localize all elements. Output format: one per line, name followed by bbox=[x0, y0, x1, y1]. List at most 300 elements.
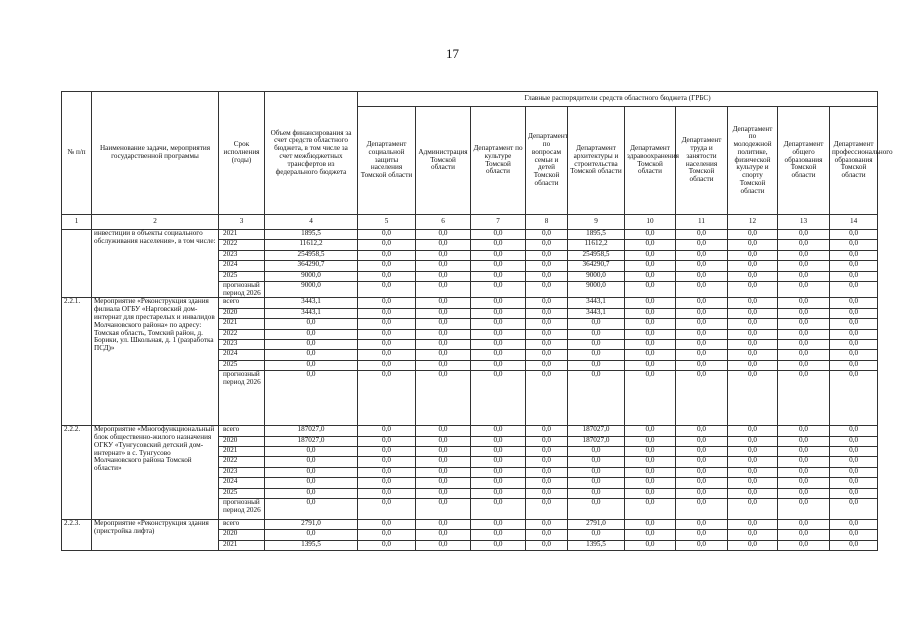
department-value-cell: 0,0 bbox=[676, 530, 728, 540]
header-department: Департамент труда и занятости населения Томской области bbox=[676, 107, 728, 215]
table-row bbox=[62, 298, 878, 308]
department-value-cell: 0,0 bbox=[830, 281, 878, 298]
department-value-cell: 0,0 bbox=[416, 271, 471, 281]
department-value-cell: 0,0 bbox=[676, 478, 728, 488]
department-value-cell: 0,0 bbox=[526, 530, 568, 540]
task-number bbox=[62, 230, 92, 298]
department-value-cell: 0,0 bbox=[358, 519, 416, 529]
department-value-cell: 0,0 bbox=[830, 540, 878, 550]
department-value-cell: 0,0 bbox=[830, 519, 878, 529]
term-cell: 2020 bbox=[219, 530, 265, 540]
department-value-cell: 0,0 bbox=[778, 519, 830, 529]
department-value-cell: 0,0 bbox=[526, 447, 568, 457]
department-value-cell: 0,0 bbox=[728, 230, 778, 240]
department-value-cell: 0,0 bbox=[778, 360, 830, 370]
volume-cell: 1895,5 bbox=[265, 230, 358, 240]
task-number: 2.2.1. bbox=[62, 298, 92, 426]
task-number: 2.2.2. bbox=[62, 426, 92, 520]
table-row bbox=[62, 426, 878, 436]
department-value-cell: 0,0 bbox=[728, 436, 778, 446]
department-value-cell: 0,0 bbox=[676, 447, 728, 457]
department-value-cell: 0,0 bbox=[728, 240, 778, 250]
header-term: Срок исполнения (годы) bbox=[219, 92, 265, 215]
department-value-cell: 0,0 bbox=[416, 319, 471, 329]
department-value-cell: 0,0 bbox=[416, 329, 471, 339]
department-value-cell: 0,0 bbox=[526, 261, 568, 271]
department-value-cell: 0,0 bbox=[471, 230, 526, 240]
department-value-cell: 0,0 bbox=[625, 540, 676, 550]
department-value-cell: 0,0 bbox=[830, 329, 878, 339]
department-value-cell: 0,0 bbox=[778, 281, 830, 298]
department-value-cell: 0,0 bbox=[416, 261, 471, 271]
department-value-cell: 0,0 bbox=[471, 467, 526, 477]
column-number: 4 bbox=[265, 215, 358, 230]
department-value-cell: 0,0 bbox=[416, 298, 471, 308]
department-value-cell: 0,0 bbox=[471, 457, 526, 467]
department-value-cell: 0,0 bbox=[830, 271, 878, 281]
department-value-cell: 0,0 bbox=[471, 447, 526, 457]
task-name: Мероприятие «Многофункциональный блок общественно-жилого назначения ОГКУ «Тунгусовский детский дом-интернат» в с. Тунгусово Молчановского района Томской области» bbox=[92, 426, 219, 520]
volume-cell: 9000,0 bbox=[265, 281, 358, 298]
department-value-cell: 0,0 bbox=[728, 281, 778, 298]
department-value-cell: 0,0 bbox=[778, 240, 830, 250]
department-value-cell: 0,0 bbox=[526, 426, 568, 436]
department-value-cell: 0,0 bbox=[358, 319, 416, 329]
department-value-cell: 0,0 bbox=[728, 447, 778, 457]
department-value-cell: 0,0 bbox=[526, 519, 568, 529]
department-value-cell: 0,0 bbox=[358, 340, 416, 350]
column-number: 12 bbox=[728, 215, 778, 230]
department-value-cell: 0,0 bbox=[526, 319, 568, 329]
department-value-cell: 0,0 bbox=[568, 498, 625, 519]
department-value-cell: 0,0 bbox=[830, 436, 878, 446]
department-value-cell: 0,0 bbox=[526, 271, 568, 281]
volume-cell: 0,0 bbox=[265, 478, 358, 488]
volume-cell: 0,0 bbox=[265, 447, 358, 457]
department-value-cell: 0,0 bbox=[676, 371, 728, 426]
department-value-cell: 0,0 bbox=[625, 498, 676, 519]
department-value-cell: 0,0 bbox=[471, 250, 526, 260]
header-department: Департамент общего образования Томской области bbox=[778, 107, 830, 215]
department-value-cell: 11612,2 bbox=[568, 240, 625, 250]
department-value-cell: 0,0 bbox=[471, 371, 526, 426]
department-value-cell: 0,0 bbox=[526, 478, 568, 488]
department-value-cell: 0,0 bbox=[625, 426, 676, 436]
department-value-cell: 0,0 bbox=[471, 498, 526, 519]
department-value-cell: 0,0 bbox=[830, 350, 878, 360]
department-value-cell: 0,0 bbox=[830, 498, 878, 519]
department-value-cell: 0,0 bbox=[568, 371, 625, 426]
department-value-cell: 0,0 bbox=[625, 271, 676, 281]
department-value-cell: 0,0 bbox=[830, 308, 878, 318]
department-value-cell: 1395,5 bbox=[568, 540, 625, 550]
department-value-cell: 0,0 bbox=[471, 271, 526, 281]
department-value-cell: 0,0 bbox=[526, 281, 568, 298]
department-value-cell: 0,0 bbox=[778, 498, 830, 519]
department-value-cell: 0,0 bbox=[358, 447, 416, 457]
volume-cell: 0,0 bbox=[265, 457, 358, 467]
department-value-cell: 0,0 bbox=[728, 488, 778, 498]
department-value-cell: 0,0 bbox=[526, 457, 568, 467]
volume-cell: 0,0 bbox=[265, 371, 358, 426]
department-value-cell: 0,0 bbox=[625, 230, 676, 240]
department-value-cell: 0,0 bbox=[676, 319, 728, 329]
department-value-cell: 0,0 bbox=[358, 467, 416, 477]
department-value-cell: 0,0 bbox=[526, 350, 568, 360]
department-value-cell: 0,0 bbox=[471, 319, 526, 329]
task-number: 2.2.3. bbox=[62, 519, 92, 550]
department-value-cell: 0,0 bbox=[676, 329, 728, 339]
term-cell: 2024 bbox=[219, 350, 265, 360]
header-department: Администрация Томской области bbox=[416, 107, 471, 215]
department-value-cell: 0,0 bbox=[526, 467, 568, 477]
volume-cell: 0,0 bbox=[265, 350, 358, 360]
department-value-cell: 0,0 bbox=[625, 530, 676, 540]
department-value-cell: 0,0 bbox=[358, 426, 416, 436]
column-number: 5 bbox=[358, 215, 416, 230]
department-value-cell: 0,0 bbox=[676, 298, 728, 308]
department-value-cell: 0,0 bbox=[358, 240, 416, 250]
department-value-cell: 364290,7 bbox=[568, 261, 625, 271]
department-value-cell: 0,0 bbox=[358, 350, 416, 360]
department-value-cell: 0,0 bbox=[416, 281, 471, 298]
department-value-cell: 0,0 bbox=[526, 540, 568, 550]
term-cell: 2025 bbox=[219, 271, 265, 281]
department-value-cell: 0,0 bbox=[416, 530, 471, 540]
department-value-cell: 0,0 bbox=[778, 447, 830, 457]
department-value-cell: 1895,5 bbox=[568, 230, 625, 240]
department-value-cell: 0,0 bbox=[676, 436, 728, 446]
department-value-cell: 0,0 bbox=[778, 478, 830, 488]
department-value-cell: 0,0 bbox=[526, 230, 568, 240]
department-value-cell: 0,0 bbox=[416, 426, 471, 436]
department-value-cell: 0,0 bbox=[778, 488, 830, 498]
department-value-cell: 0,0 bbox=[728, 467, 778, 477]
column-number: 3 bbox=[219, 215, 265, 230]
department-value-cell: 0,0 bbox=[471, 340, 526, 350]
department-value-cell: 9000,0 bbox=[568, 281, 625, 298]
department-value-cell: 0,0 bbox=[830, 457, 878, 467]
department-value-cell: 0,0 bbox=[676, 281, 728, 298]
task-name: Мероприятие «Реконструкция здания (пристройка лифта) bbox=[92, 519, 219, 550]
department-value-cell: 0,0 bbox=[676, 488, 728, 498]
department-value-cell: 0,0 bbox=[526, 498, 568, 519]
term-cell: 2024 bbox=[219, 478, 265, 488]
column-number: 10 bbox=[625, 215, 676, 230]
term-cell: всего bbox=[219, 298, 265, 308]
department-value-cell: 0,0 bbox=[676, 540, 728, 550]
budget-table bbox=[61, 91, 893, 551]
department-value-cell: 0,0 bbox=[568, 360, 625, 370]
department-value-cell: 0,0 bbox=[358, 436, 416, 446]
department-value-cell: 0,0 bbox=[471, 350, 526, 360]
column-number: 9 bbox=[568, 215, 625, 230]
department-value-cell: 0,0 bbox=[416, 371, 471, 426]
department-value-cell: 0,0 bbox=[778, 457, 830, 467]
department-value-cell: 3443,1 bbox=[568, 308, 625, 318]
column-number: 2 bbox=[92, 215, 219, 230]
department-value-cell: 0,0 bbox=[358, 298, 416, 308]
department-value-cell: 0,0 bbox=[625, 478, 676, 488]
department-value-cell: 0,0 bbox=[830, 467, 878, 477]
department-value-cell: 0,0 bbox=[728, 250, 778, 260]
department-value-cell: 9000,0 bbox=[568, 271, 625, 281]
term-cell: 2025 bbox=[219, 360, 265, 370]
department-value-cell: 0,0 bbox=[728, 360, 778, 370]
department-value-cell: 0,0 bbox=[728, 329, 778, 339]
volume-cell: 0,0 bbox=[265, 467, 358, 477]
department-value-cell: 0,0 bbox=[526, 436, 568, 446]
department-value-cell: 0,0 bbox=[625, 240, 676, 250]
volume-cell: 9000,0 bbox=[265, 271, 358, 281]
department-value-cell: 0,0 bbox=[358, 498, 416, 519]
header-department: Департамент по молодежной политике, физической культуре и спорту Томской области bbox=[728, 107, 778, 215]
term-cell: прогнозный период 2026 bbox=[219, 281, 265, 298]
department-value-cell: 254958,5 bbox=[568, 250, 625, 260]
department-value-cell: 0,0 bbox=[416, 498, 471, 519]
department-value-cell: 0,0 bbox=[625, 329, 676, 339]
department-value-cell: 0,0 bbox=[676, 467, 728, 477]
department-value-cell: 0,0 bbox=[625, 308, 676, 318]
department-value-cell: 0,0 bbox=[568, 319, 625, 329]
department-value-cell: 0,0 bbox=[625, 350, 676, 360]
department-value-cell: 0,0 bbox=[830, 371, 878, 426]
department-value-cell: 0,0 bbox=[358, 329, 416, 339]
department-value-cell: 0,0 bbox=[676, 261, 728, 271]
department-value-cell: 0,0 bbox=[526, 340, 568, 350]
volume-cell: 1395,5 bbox=[265, 540, 358, 550]
department-value-cell: 0,0 bbox=[416, 457, 471, 467]
department-value-cell: 0,0 bbox=[728, 319, 778, 329]
department-value-cell: 0,0 bbox=[830, 298, 878, 308]
department-value-cell: 0,0 bbox=[830, 240, 878, 250]
department-value-cell: 0,0 bbox=[728, 271, 778, 281]
department-value-cell: 0,0 bbox=[778, 230, 830, 240]
department-value-cell: 0,0 bbox=[471, 519, 526, 529]
department-value-cell: 0,0 bbox=[830, 340, 878, 350]
department-value-cell: 0,0 bbox=[676, 240, 728, 250]
department-value-cell: 0,0 bbox=[676, 250, 728, 260]
department-value-cell: 0,0 bbox=[568, 478, 625, 488]
term-cell: 2020 bbox=[219, 308, 265, 318]
department-value-cell: 0,0 bbox=[778, 261, 830, 271]
term-cell: 2023 bbox=[219, 340, 265, 350]
department-value-cell: 0,0 bbox=[568, 467, 625, 477]
department-value-cell: 0,0 bbox=[416, 540, 471, 550]
term-cell: 2022 bbox=[219, 329, 265, 339]
department-value-cell: 2791,0 bbox=[568, 519, 625, 529]
header-task-name: Наименование задачи, мероприятия государственной программы bbox=[92, 92, 219, 215]
department-value-cell: 0,0 bbox=[526, 250, 568, 260]
department-value-cell: 0,0 bbox=[778, 426, 830, 436]
department-value-cell: 0,0 bbox=[728, 498, 778, 519]
department-value-cell: 0,0 bbox=[416, 250, 471, 260]
department-value-cell: 0,0 bbox=[526, 371, 568, 426]
column-number: 6 bbox=[416, 215, 471, 230]
department-value-cell: 0,0 bbox=[676, 457, 728, 467]
column-number: 14 bbox=[830, 215, 878, 230]
department-value-cell: 0,0 bbox=[625, 436, 676, 446]
department-value-cell: 0,0 bbox=[625, 250, 676, 260]
header-department: Департамент архитектуры и строительства Томской области bbox=[568, 107, 625, 215]
department-value-cell: 0,0 bbox=[676, 271, 728, 281]
department-value-cell: 0,0 bbox=[676, 308, 728, 318]
department-value-cell: 0,0 bbox=[778, 298, 830, 308]
department-value-cell: 0,0 bbox=[568, 350, 625, 360]
department-value-cell: 0,0 bbox=[416, 478, 471, 488]
term-cell: прогнозный период 2026 bbox=[219, 498, 265, 519]
department-value-cell: 0,0 bbox=[830, 250, 878, 260]
department-value-cell: 0,0 bbox=[830, 478, 878, 488]
term-cell: всего bbox=[219, 426, 265, 436]
department-value-cell: 0,0 bbox=[358, 250, 416, 260]
department-value-cell: 0,0 bbox=[676, 350, 728, 360]
department-value-cell: 0,0 bbox=[830, 360, 878, 370]
term-cell: 2025 bbox=[219, 488, 265, 498]
department-value-cell: 0,0 bbox=[471, 261, 526, 271]
department-value-cell: 0,0 bbox=[625, 457, 676, 467]
department-value-cell: 0,0 bbox=[625, 467, 676, 477]
department-value-cell: 187027,0 bbox=[568, 436, 625, 446]
department-value-cell: 0,0 bbox=[416, 308, 471, 318]
department-value-cell: 0,0 bbox=[830, 530, 878, 540]
department-value-cell: 0,0 bbox=[728, 350, 778, 360]
department-value-cell: 0,0 bbox=[416, 447, 471, 457]
department-value-cell: 0,0 bbox=[358, 540, 416, 550]
department-value-cell: 0,0 bbox=[625, 488, 676, 498]
department-value-cell: 0,0 bbox=[625, 360, 676, 370]
department-value-cell: 0,0 bbox=[358, 457, 416, 467]
department-value-cell: 0,0 bbox=[471, 298, 526, 308]
department-value-cell: 0,0 bbox=[625, 281, 676, 298]
column-number: 13 bbox=[778, 215, 830, 230]
department-value-cell: 0,0 bbox=[568, 530, 625, 540]
department-value-cell: 0,0 bbox=[676, 360, 728, 370]
volume-cell: 187027,0 bbox=[265, 436, 358, 446]
department-value-cell: 0,0 bbox=[830, 230, 878, 240]
volume-cell: 0,0 bbox=[265, 530, 358, 540]
department-value-cell: 0,0 bbox=[778, 436, 830, 446]
volume-cell: 364290,7 bbox=[265, 261, 358, 271]
department-value-cell: 0,0 bbox=[358, 261, 416, 271]
department-value-cell: 187027,0 bbox=[568, 426, 625, 436]
department-value-cell: 0,0 bbox=[358, 371, 416, 426]
department-value-cell: 0,0 bbox=[526, 298, 568, 308]
department-value-cell: 0,0 bbox=[568, 340, 625, 350]
term-cell: всего bbox=[219, 519, 265, 529]
department-value-cell: 0,0 bbox=[728, 261, 778, 271]
department-value-cell: 0,0 bbox=[471, 530, 526, 540]
table-row bbox=[62, 519, 878, 529]
department-value-cell: 0,0 bbox=[778, 308, 830, 318]
volume-cell: 0,0 bbox=[265, 498, 358, 519]
department-value-cell: 0,0 bbox=[728, 308, 778, 318]
table-body bbox=[62, 230, 878, 551]
department-value-cell: 0,0 bbox=[471, 360, 526, 370]
volume-cell: 0,0 bbox=[265, 340, 358, 350]
department-value-cell: 0,0 bbox=[471, 240, 526, 250]
department-value-cell: 0,0 bbox=[625, 298, 676, 308]
department-value-cell: 0,0 bbox=[416, 467, 471, 477]
department-value-cell: 0,0 bbox=[526, 308, 568, 318]
department-value-cell: 0,0 bbox=[526, 360, 568, 370]
department-value-cell: 0,0 bbox=[728, 426, 778, 436]
department-value-cell: 0,0 bbox=[471, 281, 526, 298]
column-number: 1 bbox=[62, 215, 92, 230]
department-value-cell: 0,0 bbox=[778, 350, 830, 360]
department-value-cell: 0,0 bbox=[676, 519, 728, 529]
header-department: Департамент по культуре Томской области bbox=[471, 107, 526, 215]
department-value-cell: 0,0 bbox=[416, 340, 471, 350]
department-value-cell: 0,0 bbox=[676, 340, 728, 350]
term-cell: прогнозный период 2026 bbox=[219, 371, 265, 426]
header-department: Департамент социальной защиты населения Томской области bbox=[358, 107, 416, 215]
volume-cell: 3443,1 bbox=[265, 298, 358, 308]
department-value-cell: 0,0 bbox=[358, 271, 416, 281]
department-value-cell: 0,0 bbox=[778, 530, 830, 540]
department-value-cell: 0,0 bbox=[526, 488, 568, 498]
department-value-cell: 0,0 bbox=[526, 329, 568, 339]
department-value-cell: 0,0 bbox=[625, 340, 676, 350]
department-value-cell: 0,0 bbox=[358, 488, 416, 498]
department-value-cell: 0,0 bbox=[676, 426, 728, 436]
department-value-cell: 0,0 bbox=[416, 240, 471, 250]
department-value-cell: 0,0 bbox=[728, 298, 778, 308]
volume-cell: 254958,5 bbox=[265, 250, 358, 260]
department-value-cell: 0,0 bbox=[728, 340, 778, 350]
department-value-cell: 0,0 bbox=[778, 340, 830, 350]
volume-cell: 0,0 bbox=[265, 319, 358, 329]
term-cell: 2024 bbox=[219, 261, 265, 271]
department-value-cell: 0,0 bbox=[568, 457, 625, 467]
department-value-cell: 0,0 bbox=[728, 371, 778, 426]
department-value-cell: 0,0 bbox=[568, 488, 625, 498]
column-number: 7 bbox=[471, 215, 526, 230]
department-value-cell: 0,0 bbox=[728, 540, 778, 550]
volume-cell: 187027,0 bbox=[265, 426, 358, 436]
term-cell: 2021 bbox=[219, 540, 265, 550]
department-value-cell: 0,0 bbox=[778, 540, 830, 550]
department-value-cell: 0,0 bbox=[625, 371, 676, 426]
department-value-cell: 0,0 bbox=[625, 261, 676, 271]
department-value-cell: 0,0 bbox=[416, 436, 471, 446]
department-value-cell: 3443,1 bbox=[568, 298, 625, 308]
department-value-cell: 0,0 bbox=[728, 478, 778, 488]
volume-cell: 0,0 bbox=[265, 488, 358, 498]
department-value-cell: 0,0 bbox=[471, 308, 526, 318]
department-value-cell: 0,0 bbox=[471, 426, 526, 436]
term-cell: 2021 bbox=[219, 230, 265, 240]
header-volume: Объем финансирования за счет средств областного бюджета, в том числе за счет межбюджетных трансфертов из федерального бюджета bbox=[265, 92, 358, 215]
term-cell: 2023 bbox=[219, 467, 265, 477]
department-value-cell: 0,0 bbox=[830, 488, 878, 498]
department-value-cell: 0,0 bbox=[526, 240, 568, 250]
department-value-cell: 0,0 bbox=[471, 436, 526, 446]
term-cell: 2022 bbox=[219, 457, 265, 467]
volume-cell: 0,0 bbox=[265, 360, 358, 370]
department-value-cell: 0,0 bbox=[416, 519, 471, 529]
department-value-cell: 0,0 bbox=[778, 467, 830, 477]
department-value-cell: 0,0 bbox=[471, 488, 526, 498]
header-no: № п/п bbox=[62, 92, 92, 215]
department-value-cell: 0,0 bbox=[625, 319, 676, 329]
header-department: Департамент профессионального образования Томской области bbox=[830, 107, 878, 215]
header-department: Департамент по вопросам семьи и детей Томской области bbox=[526, 107, 568, 215]
term-cell: 2021 bbox=[219, 447, 265, 457]
column-number: 11 bbox=[676, 215, 728, 230]
department-value-cell: 0,0 bbox=[830, 426, 878, 436]
department-value-cell: 0,0 bbox=[830, 319, 878, 329]
